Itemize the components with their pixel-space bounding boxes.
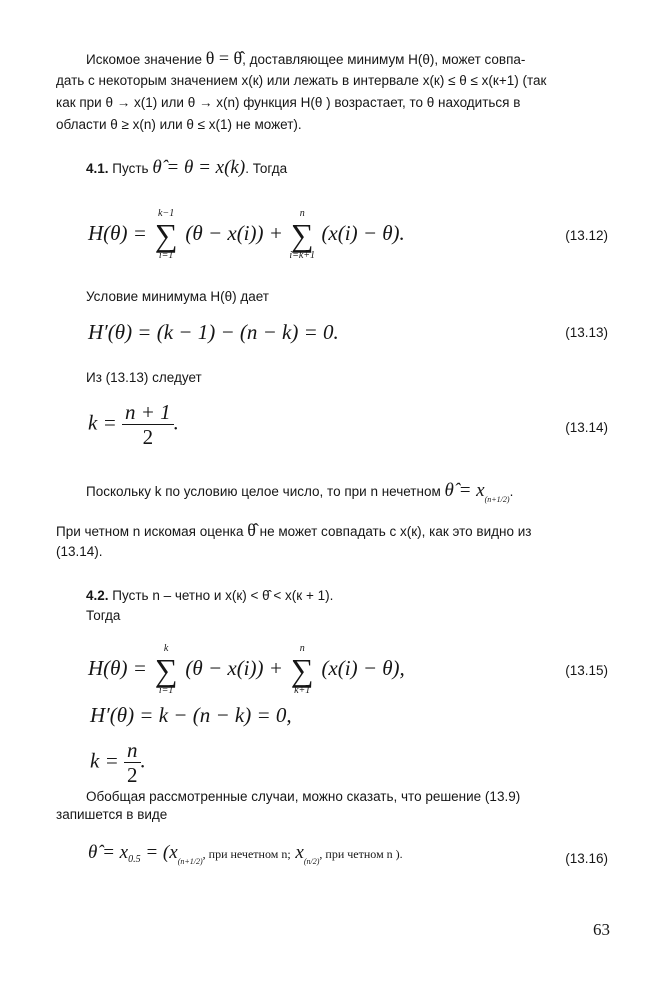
summary-line-2: запишется в виде bbox=[56, 807, 168, 822]
equation-13-15-line-3: k = $\frac{n}{2}$ . bbox=[90, 738, 146, 787]
intro-paragraph bbox=[86, 48, 616, 70]
case-4-2-then: Тогда bbox=[86, 608, 121, 623]
equation-number: (13.15) bbox=[565, 663, 608, 678]
equation-13-15: H(θ) = k ∑ i=1 (θ − x(i)) + n ∑ k+1 (x(i) − θ), bbox=[88, 643, 405, 696]
equation-13-13: H′(θ) = (k − 1) − (n − k) = 0. bbox=[88, 320, 339, 344]
follows-text: Из (13.13) следует bbox=[86, 370, 202, 385]
theta-hat-expr: θ = θ̂ bbox=[205, 48, 243, 68]
sum-symbol: k−1 ∑ i=1 bbox=[154, 208, 178, 261]
equation-number: (13.13) bbox=[565, 325, 608, 340]
case-4-2-heading: 4.2. Пусть n – четно и x(к) < θ̂ < x(к + 1). bbox=[86, 588, 334, 603]
equation-13-15-line-2: H′(θ) = k − (n − k) = 0, bbox=[90, 703, 292, 727]
equation-number: (13.16) bbox=[565, 851, 608, 866]
odd-case-paragraph: Поскольку k по условию целое число, то при n нечетном θ̂ = $x_{(n+1/2)}$. bbox=[86, 480, 514, 504]
equation-13-16: θ̂ = $x_{0.5} = (x_{(n+1/2)}$, при нечетном n; $x_{(n/2)}$, при четном n ). bbox=[88, 842, 403, 866]
even-case-line-1: При четном n искомая оценка θ̂ не может совпадать с x(к), как это видно из bbox=[56, 520, 532, 540]
sum-symbol: n ∑ k+1 bbox=[290, 643, 314, 696]
case-4-1-heading: 4.1. Пусть θ̂ = θ = x(k). Тогда bbox=[86, 157, 288, 178]
intro-line-3: как при θ → x(1) или θ → x(n) функция H(θ ) возрастает, то θ находиться в bbox=[56, 95, 521, 110]
case-4-1-math: θ̂ = θ = x(k) bbox=[152, 157, 246, 178]
condition-text: Условие минимума H(θ) дает bbox=[86, 289, 269, 304]
intro-line-1: Искомое значение θ = θ̂, доставляющее минимум H(θ), может совпа- bbox=[86, 48, 526, 68]
equation-number: (13.12) bbox=[565, 228, 608, 243]
fraction: $\frac{n + 1}{2}$ bbox=[122, 400, 174, 449]
sum-symbol: n ∑ i=k+1 bbox=[289, 208, 316, 261]
page-number: 63 bbox=[593, 920, 610, 939]
fraction: $\frac{n}{2}$ bbox=[124, 738, 141, 787]
equation-number: (13.14) bbox=[565, 420, 608, 435]
sum-symbol: k ∑ i=1 bbox=[154, 643, 178, 696]
summary-line-1: Обобщая рассмотренные случаи, можно сказать, что решение (13.9) bbox=[86, 789, 521, 804]
intro-line-4: области θ ≥ x(n) или θ ≤ x(1) не может). bbox=[56, 117, 302, 132]
equation-13-12: H(θ) = k−1 ∑ i=1 (θ − x(i)) + n ∑ i=k+1 (x(i) − θ). bbox=[88, 208, 405, 261]
even-case-line-2: (13.14). bbox=[56, 544, 103, 559]
equation-13-14: k = $\frac{n + 1}{2}$ . bbox=[88, 400, 179, 449]
intro-line-2: дать с некоторым значением x(к) или лежать в интервале x(к) ≤ θ ≤ x(к+1) (так bbox=[56, 73, 547, 88]
